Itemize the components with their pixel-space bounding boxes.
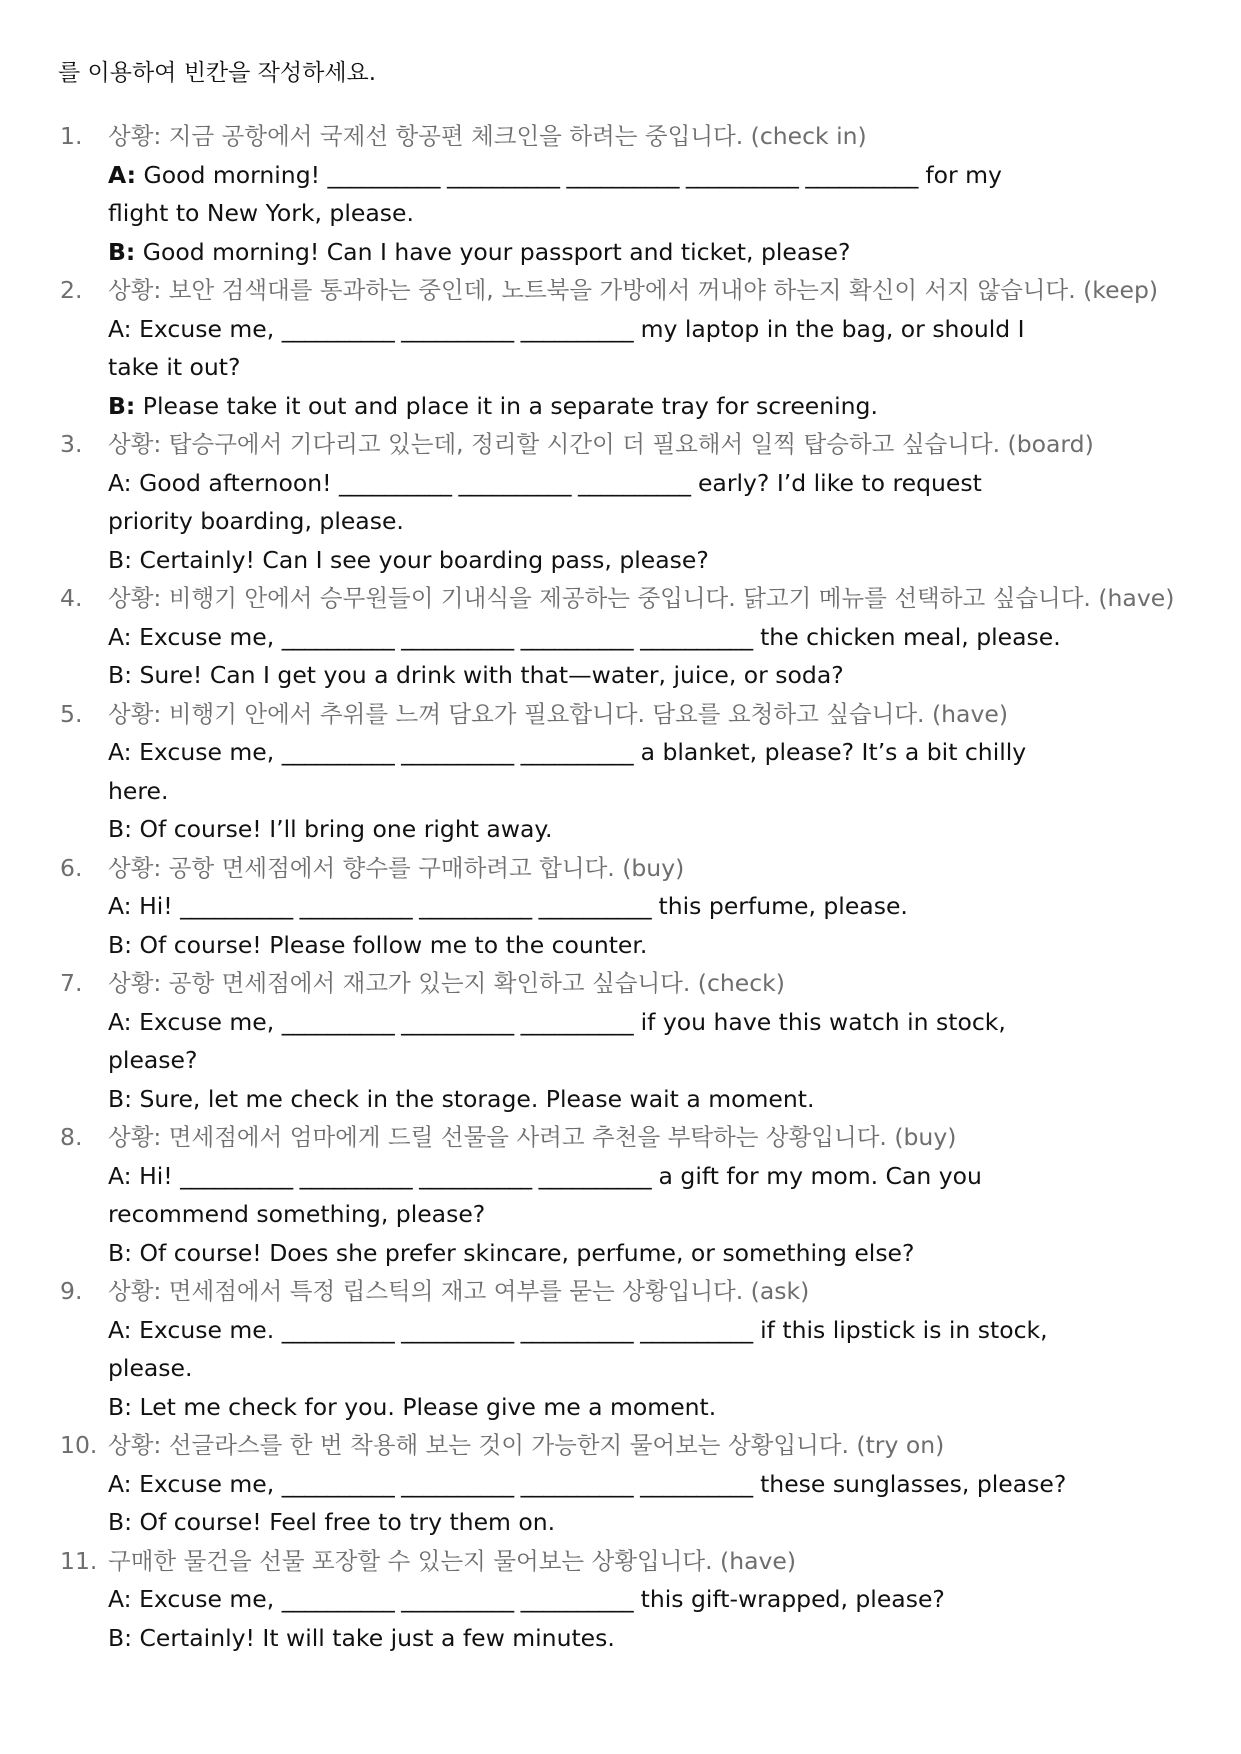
speaker-a-suffix: if this lipstick is in stock, xyxy=(752,1315,1048,1344)
dialog-line-a xyxy=(0,887,1241,926)
exercise-number: 4. xyxy=(60,584,83,612)
speaker-a-prefix: Hi! xyxy=(131,892,181,920)
answer-blanks[interactable]: __________ __________ __________ xyxy=(281,738,634,766)
dialog-line-b xyxy=(0,1503,1241,1542)
exercise-item xyxy=(0,1426,1241,1542)
speaker-a-prefix: Excuse me, xyxy=(131,738,282,766)
situation-text: 상황: 공항 면세점에서 향수를 구매하려고 합니다. (buy) xyxy=(108,853,685,882)
speaker-a-continuation: recommend something, please? xyxy=(108,1200,486,1228)
dialog-line-b xyxy=(0,1080,1241,1119)
exercise-list xyxy=(0,117,1241,1657)
dialog-line-a xyxy=(0,618,1241,657)
speaker-a-prefix: Hi! xyxy=(131,1161,181,1190)
exercise-number: 3. xyxy=(60,430,83,458)
speaker-a-suffix: this gift-wrapped, please? xyxy=(633,1585,945,1613)
speaker-a-suffix: early? I’d like to request xyxy=(690,468,982,497)
speaker-a-suffix: a gift for my mom. Can you xyxy=(651,1161,982,1190)
dialog-line-a xyxy=(0,1157,1241,1196)
exercise-number: 8. xyxy=(60,1123,83,1151)
situation-text: 상황: 선글라스를 한 번 착용해 보는 것이 가능한지 물어보는 상황입니다. (try on) xyxy=(108,1431,945,1459)
speaker-a-continuation: please? xyxy=(108,1046,198,1074)
speaker-b-text: Sure, let me check in the storage. Please wait a moment. xyxy=(132,1084,815,1113)
speaker-b-text: Of course! Does she prefer skincare, perfume, or something else? xyxy=(132,1238,915,1267)
speaker-b-text: Please take it out and place it in a separate tray for screening. xyxy=(135,391,878,420)
dialog-line-a-continued xyxy=(0,1349,1241,1388)
exercise-number: 5. xyxy=(60,699,83,728)
speaker-a-prefix: Good afternoon! xyxy=(131,468,340,497)
speaker-a-prefix: Excuse me, xyxy=(131,1007,282,1036)
exercise-number: 10. xyxy=(60,1431,98,1459)
speaker-a-prefix: Excuse me, xyxy=(131,1469,282,1498)
answer-blanks[interactable]: __________ __________ __________ xyxy=(281,314,634,343)
answer-blanks[interactable]: __________ __________ __________ __________ xyxy=(180,1161,652,1190)
speaker-a-suffix: the chicken meal, please. xyxy=(752,622,1061,651)
situation-text: 상황: 보안 검색대를 통과하는 중인데, 노트북을 가방에서 꺼내야 하는지 확신이 서지 않습니다. (keep) xyxy=(108,276,1159,304)
dialog-line-a xyxy=(0,1311,1241,1350)
speaker-a-label: A: xyxy=(108,1469,132,1498)
speaker-a-label: A: xyxy=(108,892,132,920)
speaker-b-text: Good morning! Can I have your passport and ticket, please? xyxy=(135,237,851,266)
speaker-a-prefix: Good morning! xyxy=(136,160,328,189)
answer-blanks[interactable]: __________ __________ __________ __________ xyxy=(281,1315,753,1344)
dialog-line-a-continued xyxy=(0,1195,1241,1234)
situation-text: 상황: 지금 공항에서 국제선 항공편 체크인을 하려는 중입니다. (check in) xyxy=(108,122,867,150)
dialog-line-b xyxy=(0,1234,1241,1273)
worksheet-instruction: 를 이용하여 빈칸을 작성하세요. xyxy=(58,60,377,86)
speaker-a-continuation: priority boarding, please. xyxy=(108,507,404,535)
speaker-a-label: A: xyxy=(108,314,132,343)
dialog-line-a-continued xyxy=(0,348,1241,387)
speaker-a-continuation: flight to New York, please. xyxy=(108,199,414,227)
speaker-b-label: B: xyxy=(108,1392,133,1421)
exercise-number: 1. xyxy=(60,122,83,150)
answer-blanks[interactable]: __________ __________ __________ __________ __________ xyxy=(327,160,918,189)
situation-text: 상황: 탑승구에서 기다리고 있는데, 정리할 시간이 더 필요해서 일찍 탑승하고 싶습니다. (board) xyxy=(108,430,1094,458)
exercise-item xyxy=(0,964,1241,1118)
dialog-line-a-continued xyxy=(0,772,1241,811)
exercise-number: 11. xyxy=(60,1546,98,1575)
speaker-a-label: A: xyxy=(108,1315,132,1344)
speaker-a-suffix: a blanket, please? It’s a bit chilly xyxy=(633,738,1027,766)
speaker-a-prefix: Excuse me, xyxy=(131,622,282,651)
dialog-line-b xyxy=(0,233,1241,272)
exercise-item xyxy=(0,1542,1241,1658)
situation-text: 상황: 면세점에서 특정 립스틱의 재고 여부를 묻는 상황입니다. (ask) xyxy=(108,1277,810,1305)
dialog-line-b xyxy=(0,541,1241,580)
dialog-line-b xyxy=(0,926,1241,965)
exercise-item xyxy=(0,1272,1241,1426)
dialog-line-a xyxy=(0,1465,1241,1504)
answer-blanks[interactable]: __________ __________ __________ __________ xyxy=(281,1469,753,1498)
speaker-b-label: B: xyxy=(108,545,133,574)
speaker-b-label: B: xyxy=(108,1623,133,1652)
dialog-line-a-continued xyxy=(0,502,1241,541)
speaker-a-suffix: for my xyxy=(917,160,1002,189)
speaker-b-label: B: xyxy=(108,237,136,266)
situation-text: 상황: 비행기 안에서 추위를 느껴 담요가 필요합니다. 담요를 요청하고 싶습니다. (have) xyxy=(108,699,1008,728)
exercise-item xyxy=(0,1118,1241,1272)
speaker-a-suffix: if you have this watch in stock, xyxy=(633,1007,1006,1036)
dialog-line-a-continued xyxy=(0,1041,1241,1080)
speaker-a-suffix: this perfume, please. xyxy=(651,892,908,920)
dialog-line-a xyxy=(0,310,1241,349)
answer-blanks[interactable]: __________ __________ __________ xyxy=(281,1585,634,1613)
speaker-b-text: Of course! I’ll bring one right away. xyxy=(132,815,553,843)
speaker-b-label: B: xyxy=(108,1508,133,1536)
speaker-b-text: Let me check for you. Please give me a moment. xyxy=(132,1392,717,1421)
dialog-line-a xyxy=(0,1580,1241,1619)
speaker-a-label: A: xyxy=(108,738,132,766)
speaker-b-text: Sure! Can I get you a drink with that—water, juice, or soda? xyxy=(132,661,844,689)
exercise-item xyxy=(0,579,1241,695)
speaker-a-label: A: xyxy=(108,1007,132,1036)
exercise-item xyxy=(0,695,1241,849)
speaker-a-label: A: xyxy=(108,1161,132,1190)
speaker-b-label: B: xyxy=(108,1238,133,1267)
dialog-line-a-continued xyxy=(0,194,1241,233)
speaker-a-continuation: please. xyxy=(108,1354,193,1382)
speaker-a-label: A: xyxy=(108,468,132,497)
dialog-line-b xyxy=(0,656,1241,695)
speaker-a-label: A: xyxy=(108,1585,132,1613)
dialog-line-a xyxy=(0,464,1241,503)
speaker-a-suffix: these sunglasses, please? xyxy=(752,1469,1067,1498)
dialog-line-a xyxy=(0,1003,1241,1042)
answer-blanks[interactable]: __________ __________ __________ xyxy=(281,1007,634,1036)
speaker-b-text: Of course! Feel free to try them on. xyxy=(132,1508,556,1536)
speaker-a-label: A: xyxy=(108,160,137,189)
speaker-a-label: A: xyxy=(108,622,132,651)
speaker-a-continuation: here. xyxy=(108,776,169,805)
situation-text: 구매한 물건을 선물 포장할 수 있는지 물어보는 상황입니다. (have) xyxy=(108,1546,797,1575)
exercise-item xyxy=(0,849,1241,965)
exercise-item xyxy=(0,117,1241,271)
exercise-number: 6. xyxy=(60,853,83,882)
dialog-line-b xyxy=(0,810,1241,849)
answer-blanks[interactable]: __________ __________ __________ xyxy=(339,468,691,497)
dialog-line-a xyxy=(0,733,1241,772)
exercise-number: 2. xyxy=(60,276,83,304)
answer-blanks[interactable]: __________ __________ __________ __________ xyxy=(180,892,652,920)
speaker-b-label: B: xyxy=(108,815,133,843)
speaker-b-text: Certainly! It will take just a few minutes. xyxy=(132,1623,615,1652)
situation-text: 상황: 공항 면세점에서 재고가 있는지 확인하고 싶습니다. (check) xyxy=(108,969,785,997)
exercise-item xyxy=(0,271,1241,425)
speaker-b-label: B: xyxy=(108,930,133,959)
speaker-a-suffix: my laptop in the bag, or should I xyxy=(633,314,1025,343)
speaker-b-text: Of course! Please follow me to the counter. xyxy=(132,930,648,959)
speaker-b-label: B: xyxy=(108,1084,133,1113)
answer-blanks[interactable]: __________ __________ __________ __________ xyxy=(281,622,753,651)
dialog-line-b xyxy=(0,387,1241,426)
dialog-line-a xyxy=(0,156,1241,195)
speaker-b-text: Certainly! Can I see your boarding pass, please? xyxy=(132,545,709,574)
speaker-a-prefix: Excuse me, xyxy=(131,1585,282,1613)
situation-text: 상황: 비행기 안에서 승무원들이 기내식을 제공하는 중입니다. 닭고기 메뉴를 선택하고 싶습니다. (have) xyxy=(108,584,1175,612)
speaker-b-label: B: xyxy=(108,661,133,689)
speaker-a-prefix: Excuse me, xyxy=(131,314,282,343)
dialog-line-b xyxy=(0,1388,1241,1427)
speaker-b-label: B: xyxy=(108,391,136,420)
speaker-a-prefix: Excuse me. xyxy=(131,1315,282,1344)
dialog-line-b xyxy=(0,1619,1241,1658)
exercise-number: 9. xyxy=(60,1277,83,1305)
situation-text: 상황: 면세점에서 엄마에게 드릴 선물을 사려고 추천을 부탁하는 상황입니다. (buy) xyxy=(108,1123,957,1151)
exercise-item xyxy=(0,425,1241,579)
speaker-a-continuation: take it out? xyxy=(108,353,241,381)
exercise-number: 7. xyxy=(60,969,83,997)
